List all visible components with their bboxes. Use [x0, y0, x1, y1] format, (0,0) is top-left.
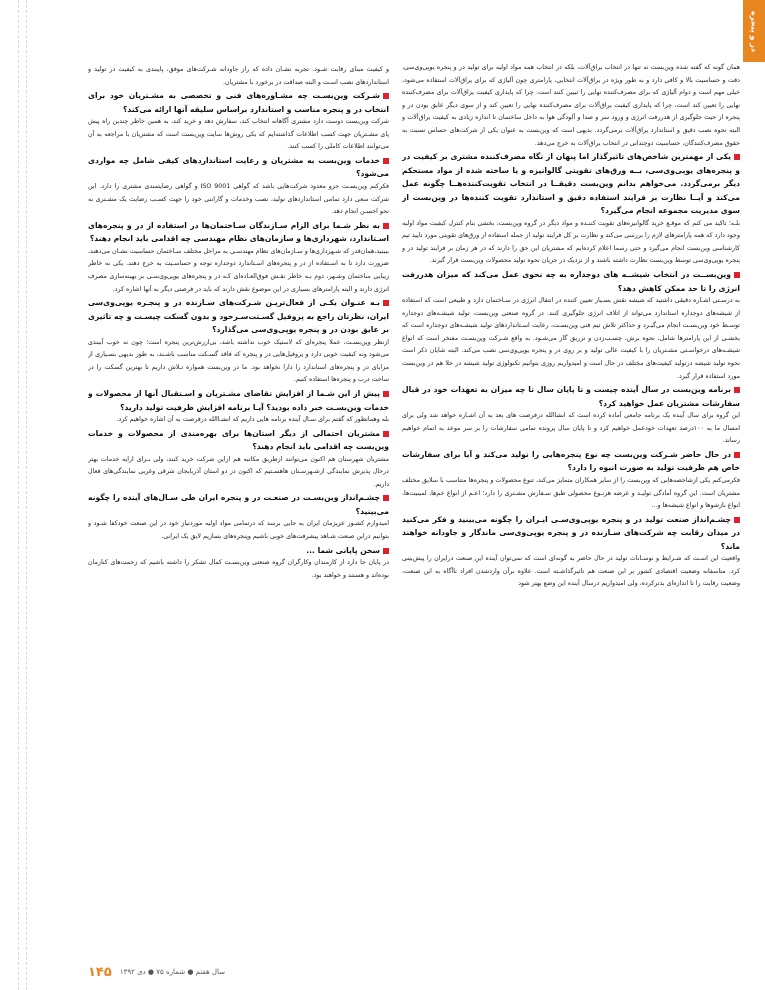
question-text: سخن پایانی شما ... [306, 545, 380, 555]
answer-paragraph: این گروه برای سال آینده یک برنامه جامعی آماده کرده است که انشاالله درفرصت های بعد به آن اشـاره خواهد شد ولی برای امسال ما به ۱۰۰درصد تعهدات خودعمل خواهیم کرد و تا پایان سال پرونده تمامی سفارشات را بر سر موعد به اتمام خواهیم رساند. [402, 412, 740, 445]
red-square-bullet-icon [734, 154, 740, 160]
interview-question [88, 491, 389, 518]
answer-paragraph: ازنظر وین‌بسـت، عملا پنجره‌ای که لاستیک خوب نداشته باشد، بی‌ارزش‌ترین پنجره است؛ چون نه خوب آببندی می‌شود ونه کیفیت خوبی دارد و پروفیل‌هایی در و پنجره که فاقد گسـکت مناسب باشـند، به طور بدیهی بسـیاری از مزایای در و پنجره‌های استاندارد را دارا نخواهد بود. ما در وین‌بست همواره تـلاش داریم تا بهترین گسکت را در ساخت درب و پنجره‌ها استفاده کنیم. [88, 338, 389, 384]
interview-question [402, 448, 740, 475]
interview-question [88, 154, 389, 181]
answer-paragraph: فکرمی‌کنم یکی ازشاخصه‌هایی که وین‌بست را از سایر همکاران متمایز می‌کند، تنوع محصولات و پنجره‌ها متناسب با سلایق مختلف مشتریان است. این گروه آمادگی تولیـد و عرضه هرنـوع محصولی طبق سـفارش مشـتری را دارد؛ اعـم از انواع خم‌ها، لمینیت‌ها، انواع بازشوها و انواع شیشه‌ها و... [402, 476, 740, 510]
red-square-bullet-icon [383, 158, 389, 164]
answer-paragraph: واقعیت این اسـت که شـرایط و نوسـانات تولید در حال حاضر به گونه‌ای است که نمی‌توان آینده این صنعت درایران را پیش‌بینی کرد. متاسفانه وضعیت اقتصادی کشور بر این صنعت هم تاثیرگذاشـته است. علاوه برآن واردشدن افراد ناآگاه به این صنعت، وضعیت رقابت را تا اندازه‌ای بدترکرده، ولی امیدواریم درسال آینده این وضع بهتر شود [402, 555, 740, 588]
question-text: بـه عنـوان یکـی از فعال‌تریـن شـرکت‌های سـازنده در و پنجـره یوپی‌وی‌سی ایران، نظرتان راجع به پروفیل گسـتت‌سـرخود و بدون گسکت چیسـت و چه تاثیری بر عایق بودن در و پنجره یوپی‌وی‌سی می‌گذارد؟ [88, 298, 389, 335]
answer-paragraph: شرکت وین‌بست دوست دارد مشتری آگاهانه انتخاب کند، سفارش دهد و خرید کند، به همین خاطر چندین راه پیش پای مشـتریان جهت کسب اطلاعات گذاشته‌ایم که یکی روش‌ها سایت وین‌بست است که مشتریان با مراجعه به آن می‌توانند اطلاعات کاملی را کسب کنند. [88, 118, 389, 151]
section-tab-label: در و پنجره [749, 10, 759, 52]
red-square-bullet-icon [383, 548, 389, 554]
question-text: یکی از مهمترین شاخص‌های تاثیرگذار اما پنهان از نگاه مصرف‌کننده مشتری بر کیفیت در و پنجره‌های یوپی‌وی‌سی، بــه ورق‌های تقویتی گالوانیزه و یا ساخته شده از مواد مستحکم دیگر برمی‌گردد. می‌خواهم بدانم وین‌بست دقیقــا در انتخاب تقویت‌کننده‌هــا چگونه عمل می‌کند و آیــا نظارت بر فرایند استفاده دقیق و استاندارد تقویت کننده‌ها در وین‌بست از سوی مدیریت مجموعه انجام می‌گیرد؟ [402, 152, 740, 216]
interview-question [402, 513, 740, 554]
page-number: ۱۴۵ [88, 964, 112, 980]
interview-question [88, 89, 389, 116]
interview-question [88, 219, 389, 246]
answer-paragraph: بلـه؛ تاکید می کنم که موقـع خرید گالوانیزه‌های تقویت کننـده و مواد دیگر در گروه وین‌بست، بخشی بنام کنترل کیفیت مواد اولیه وجود دارد که همه پارامترهای لازم را بررسی می‌کند و نظارت بر کل فرایند تولید از جمله استفاده از ورق‌های تقویتی مورد تایید تیم کارشناسی وین‌بست انجام می‌گیرد و حتی رسما اعلام کرده‌ایم که مشتریان این حق را دارند که در هر زمان بر فرایند تولید در و پنجره یوپی‌وی‌سی توسط وین‌بست نظارت داشته باشند و از نزدیک در جریان نحوه تولید محصولات وین‌بست قرار گیرند. [402, 219, 740, 265]
interview-question [88, 387, 389, 414]
interview-question [88, 544, 389, 558]
interview-question [402, 383, 740, 410]
red-square-bullet-icon [383, 495, 389, 501]
issue-info: سال هفتم ● شماره ۷۵ ● دی ۱۳۹۲ [119, 968, 225, 976]
question-text: برنامه وین‌بست در سال آینده چیست و تا پایان سال تا چه میزان به تعهدات خود در قبال سفارشات مشتریان عمل خواهید کرد؟ [402, 385, 740, 408]
question-text: به نظر شـما برای الزام سـازندگان سـاختمان‌ها در استفاده از در و پنجره‌های اسـتاندارد، شهرداری‌ها و سازمان‌های نظام مهندسی چه اقدامی باید انجام دهند؟ [88, 220, 389, 244]
question-text: شـرکت وین‌بسـت چه مشـاوره‌های فنی و تخصصی به مشـتریان خود برای انتخاب در و پنجره مناسب و استاندارد براساس سلیقه آنها ارائه می‌کند؟ [88, 91, 389, 114]
article-column-left [88, 64, 389, 582]
page-margin-line [18, 0, 19, 990]
interview-question [88, 296, 389, 337]
red-square-bullet-icon [734, 272, 740, 278]
section-tab [743, 0, 765, 62]
question-text: خدمات وین‌بست به مشتریان و رعایت استانداردهای کیفی شامل چه مواردی می‌شود؟ [88, 155, 389, 179]
red-square-bullet-icon [383, 223, 389, 229]
page-footer [88, 962, 398, 982]
red-square-bullet-icon [383, 391, 389, 397]
red-square-bullet-icon [734, 452, 740, 458]
red-square-bullet-icon [734, 517, 740, 523]
question-text: پیش از این شـما از افزایش تقاضای مشـتریان و اسـتقبال آنها از محصولات و خدمات وین‌بسـت خبر داده بودید؟ آیـا برنامه افزایش ظرفیت تولید دارید؟ [88, 389, 389, 412]
question-text: مشتریان احتمالی از دیگر استان‌ها برای بهره‌مندی از محصولات و خدمات وین‌بست چه اقدامی باید انجام دهند؟ [88, 428, 389, 452]
question-text: در حال حاضر شـرکت وین‌بست چه نوع پنجره‌هایی را تولید می‌کند و آیا برای سفارشات خاص هم ظرفیت تولید به صورت انبوه را دارد؟ [402, 449, 740, 473]
article-column-right [402, 62, 740, 591]
question-text: چشـم‌انداز صنعت تولید در و پنجره یوپی‌وی‌سـی ایـران را چگونه می‌بینید و فکر می‌کنید در میدان رقابت چه شرکت‌های سـازنده در و پنجره یوپی‌وی‌سی ماندگار و جاودانه خواهند ماند؟ [402, 514, 740, 551]
answer-paragraph: مشتریان شهرستان هم اکنون می‌توانند ازطریق مکاتبه هم ازاین شرکت خرید کنند، ولی بـرای ارایه خدمات بهتر درحال پذیرش نمایندگی ازشـهرسـتان هاهسـتیم که اکنون در دو استان آذربایجان شرقی وغربی نمایندگی‌های فعال داریم. [88, 455, 389, 488]
interview-question [402, 150, 740, 218]
answer-paragraph: همان گونه که گفته شده وین‌بست نه تنها در انتخاب یراق‌آلات، بلکه در انتخاب همه مواد اولیه برای تولید در و پنجره یوپی‌وی‌سی، دقت و حساسیت بالا و کافی دارد و به طور ویژه در یراق‌آلات انتخابی، پارامتری چون آلیاژی که برای یراق‌آلات استفاده می‌شود، خیلی مهم است و دوام آلیاژی که برای مصرف‌کننده نهایی را تبیین کنند است. چرا که پایداری کیفیت یراق‌آلات برای مصرف‌کننده نهایی را تعیین کند است، چرا که پایداری کیفیت یراق‌آلات برای مصرف‌کننده نهایی را تعیین کند و از سوی دیگر عایق بودن در و پنجره از حیث جلوگیری از هدررفت انرژی و ورود سر و صدا و آلودگی هوا به داخل ساختمان تا اندازه زیادی به کیفیت یراق‌آلات و البته نحوه نصب دقیق و استاندارد یراق‌آلات برمی‌گردد. بدیهی است که وین‌بست به عنوان یکی از شرکت‌های حساس نسبت به حقوق مصرف‌کنندگان، حساسیت دوچندانی در انتخاب یراق‌آلات به خرج می‌دهد. [402, 64, 740, 147]
question-text: چشـم‌انداز وین‌بسـت در صنعـت در و پنجره ایران طی سـال‌های آینده را چگونه می‌بینید؟ [88, 493, 389, 516]
question-text: وین‌بســت در انتخاب شیشــه های دوجداره به چه نحوی عمل می‌کند که میزان هدررفت انرژی را تا حد ممکن کاهش دهد؟ [402, 270, 740, 293]
red-square-bullet-icon [734, 387, 740, 393]
answer-paragraph: ببینید،همان‌قدر که شـهرداری‌ها و سـازمان‌های نظام مهندسـی به مراحل مختلف سـاختمان حساسیت نشـان می‌دهند، ضرورت دارد تا به اسـتفاده از در و پنجره‌های اسـتاندارد دوجداره توجه و حساسـیت به خرج دهند. یکی به خاطر زیبایی ساختمان وشـهر، دوم بـه خاطر نقـش فوق‌العـاده‌ای کـه در و پنجره‌های یوپی‌وی‌سـی بر بهینه‌سازی مصرف انرژی دارند و البته پارامترهای بسیاری در این موضوع نقش دارند که باید در فرصتی دیگر به آنها اشاره کرد. [88, 247, 389, 293]
answer-paragraph: فکرکنم وین‌بسـت جزو معدود شرکت‌هایی باشد که گواهی ISO 9001 و گواهی رضایتمندی مشتری را دارد. این شرکت سعی دارد تمامی استانداردهای تولید، نصب وخدمات و گارانتی خود را جهت کسـب رضایت یک مشـتری به نحو احسـن انجام دهد. [88, 182, 389, 216]
interview-question [402, 268, 740, 295]
page-margin-line [26, 0, 27, 990]
answer-paragraph: و کیفیت مبنای رقابت شـود. تجربه نشـان داده که راز جاودانه شـرکت‌های موفق، پایبندی به کیفیت در تولید و استانداردهای نصب اسـت و البته صداقت در برخورد با مشتریان. [88, 66, 389, 86]
red-square-bullet-icon [383, 93, 389, 99]
red-square-bullet-icon [383, 431, 389, 437]
answer-paragraph: امیدوارم کشـور عزیزمان ایران به جایی برسد که درتمامی مواد اولیه موردنیاز خود در این صنعت خودکفا شـود و بتوانیم دراین صنعت شـاهد پیشرفت‌های خوبی باشیم وپنجره‌های بسازیم لایق یک ایرانی. [88, 520, 389, 540]
answer-paragraph: به درسـتی اشـاره دقیقی داشتید که شیشه نقش بسـیار تعیین کننده در انتقال انرژی در سـاختمان دارد و طبیعی است که استفاده از شیشه‌های دوجداره استاندارد می‌تواند از اتلاف انرژی جلوگیری کنند. در گروه صنعتی وین‌بست، تولید شیشـه‌های دوجداره توسـط خود وین‌بسـت انجام می‌گیـرد و حداکثر تلاش تیم فنی وین‌بسـت، رعایت اسـتانداردهای تولید شیشـه‌های دوجداره است که بخشـی از این پارامترها شامل، نحوه برش، چسـب‌زدن و تزریق گاز می‌شـود. به واقع شـرکت وین‌بسـت مفتخر است که انواع شیشـه‌های درخواسـتی مشـتریان را با کیفیت عالی تولید و بر روی در و پنجره یوپی‌وی‌سی نصب می‌کند. البته شایان ذکر است نحوه تولید شیشه درتولید کیفیت‌های مختلف در حال است و امیدواریم روزی بتوانیم تکنولوژی تولید شیشه در خلا هم در وین‌بست مورد استفاده قرار گیرد. [402, 297, 740, 380]
answer-paragraph: بله وهمانطور که گفتم برای سـال آینده برنامه هایی داریم که انشـاالله درفرصت به آن اشاره خواهیم کرد. [116, 416, 389, 423]
interview-question [88, 427, 389, 454]
answer-paragraph: در پایان جا دارد از کارمندان وکارگران گروه صنعتی وین‌بسـت کمال تشکر را داشته باشیم که زحمت‌های کنارمان بوده‌اند و هستند و خواهند بود. [88, 559, 389, 579]
red-square-bullet-icon [383, 300, 389, 306]
